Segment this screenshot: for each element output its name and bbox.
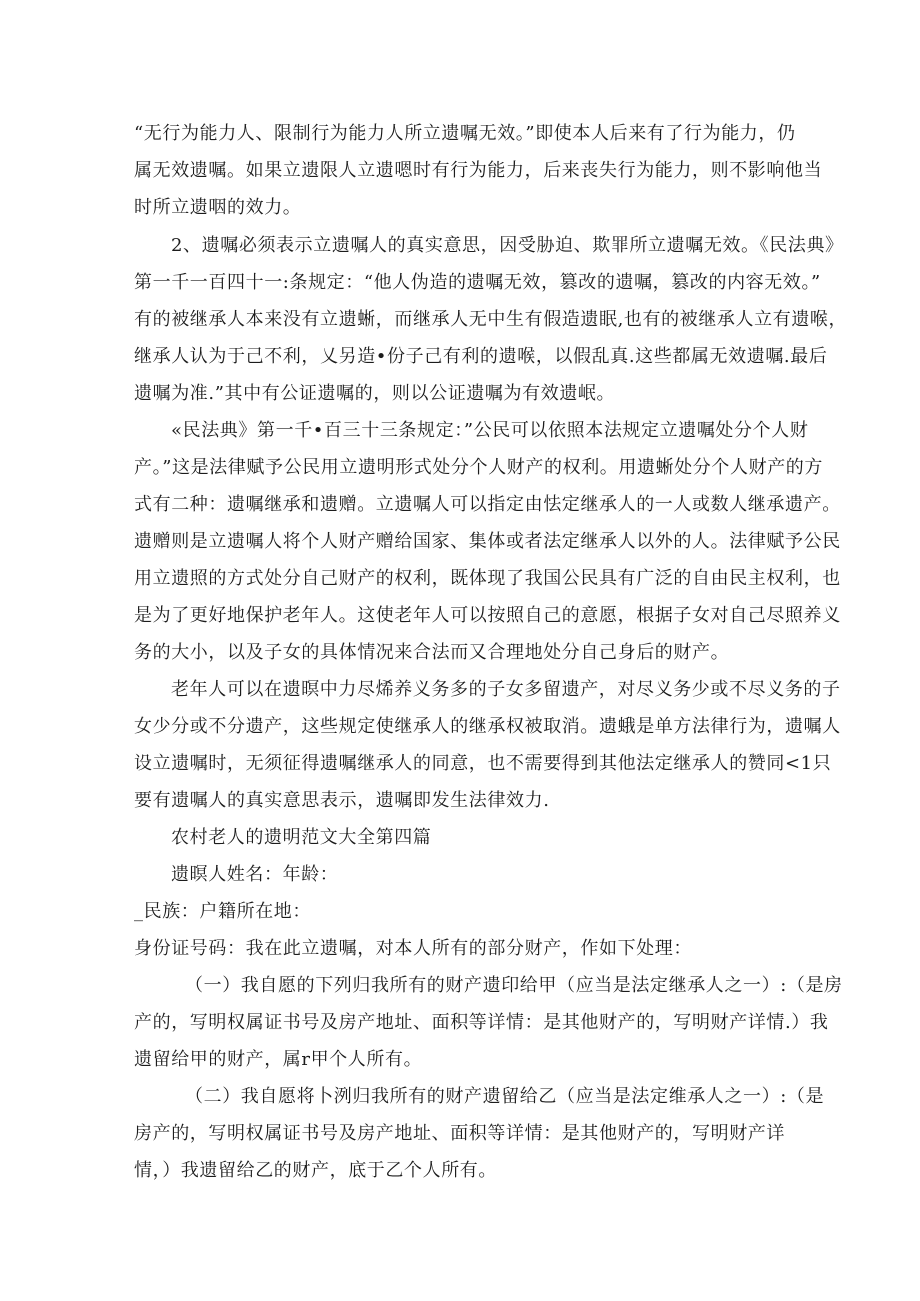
text-line: 产的，写明权属证书号及房产地址、面积等详情：是其他财产的，写明财产详情.）我 (134, 1012, 829, 1033)
text-line: 第一千一百四十一:条规定：“他人伪造的遗嘱无效，篡改的遗嘱，篡改的内容无效。” (134, 272, 821, 293)
form-line: _民族：户籍所在地： (134, 901, 311, 922)
text-line: 继承人认为于己不利，乂另造•份子己有利的遗喉，以假乱真.这些都属无效遗嘱.最后 (134, 346, 828, 367)
text-line: 2、遗嘱必须表示立遗嘱人的真实意思，因受胁迫、欺罪所立遗嘱无效。《民法典》 (171, 235, 844, 256)
text-line: 式有二种：遗嘱继承和遗赠。立遗嘱人可以指定由怯定继承人的一人或数人继承遗产。 (134, 494, 841, 515)
section-heading: 农村老人的遗明范文大全第四篇 (171, 827, 432, 848)
text-line: 用立遗照的方式处分自己财产的权利，既体现了我国公民具有广泛的自由民主权利，也 (134, 568, 841, 589)
text-line: 老年人可以在遗暝中力尽烯养义务多的子女多留遗产，对尽义务少或不尽义务的子 (171, 679, 841, 700)
text-line: 务的大小，以及子女的具体情况来合法而又合理地处分自己身后的财产。 (134, 642, 730, 663)
text-line: 产。”这是法律赋予公民用立遗明形式处分个人财产的权利。用遗蜥处分个人财产的方 (134, 457, 823, 478)
text-line: 属无效遗嘱。如果立遗限人立遗嗯时有行为能力，后来丧失行为能力，则不影响他当 (134, 160, 823, 181)
text-line: （二）我自愿将卜洌归我所有的财产遗留给乙（应当是法定维承人之一）:（是 (185, 1086, 825, 1107)
text-line: 有的被继承人本来没有立遗蜥，而继承人无中生有假造遗眠,也有的被继承人立有遗喉， (134, 309, 848, 330)
text-line: 要有遗嘱人的真实意思表示，遗嘱即发生法律效力. (134, 790, 550, 811)
form-line: 身份证号码：我在此立遗嘱，对本人所有的部分财产，作如下处理： (134, 938, 692, 959)
form-line: 遗暝人姓名：年龄： (171, 864, 339, 885)
text-line: 遗留给甲的财产，属r甲个人所有。 (134, 1049, 423, 1070)
text-line: 遗赠则是立遗嘱人将个人财产赠给国家、集体或者法定继承人以外的人。法律赋予公民 (134, 531, 841, 552)
text-line: 女少分或不分遗产，这些规定使继承人的继承权被取消。遗蛾是单方法律行为，遗嘱人 (134, 716, 841, 737)
text-line: 房产的，写明权属证书号及房产地址、面积等详情：是其他财产的，写明财产详 (134, 1123, 785, 1144)
text-line: “无行为能力人、限制行为能力人所立遗嘱无效。”即使本人后来有了行为能力，仍 (134, 123, 796, 144)
text-line: «民法典》第一千•百三十三条规定：”公民可以依照本法规定立遗嘱处分个人财 (171, 420, 809, 441)
text-line: 时所立遗咽的效力。 (134, 197, 302, 218)
text-line: （一）我自愿的下列归我所有的财产遗印给甲（应当是法定继承人之一）:（是房 (185, 975, 843, 996)
text-line: 情，）我遗留给乙的财产，底于乙个人所有。 (134, 1160, 497, 1181)
text-line: 遗嘱为准.”其中有公证遗嘱的，则以公证遗嘱为有效遗岷。 (134, 383, 616, 404)
text-line: 设立遗嘱时，无须征得遗嘱继承人的同意，也不需要得到其他法定继承人的赞同<1只 (134, 753, 832, 774)
text-line: 是为了更好地保护老年人。这使老年人可以按照自己的意愿，根据子女对自己尽照养义 (134, 605, 841, 626)
